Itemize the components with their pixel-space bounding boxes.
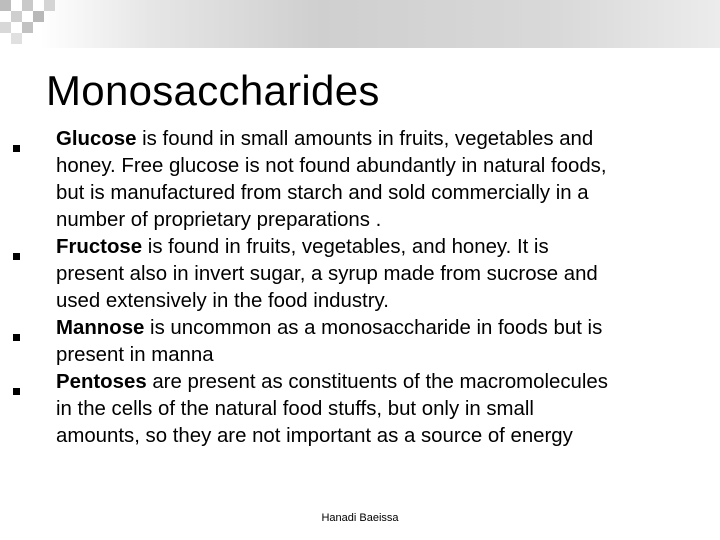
bullet-text: Pentoses are present as constituents of the macromolecules in the cells of the natural food stuffs, but only in small amounts, so they are not important as a source of energy: [56, 371, 608, 447]
bullet-term: Fructose: [56, 236, 143, 258]
square-bullet-icon: [13, 334, 20, 341]
bullet-term: Glucose: [56, 128, 137, 150]
slide-footer: Hanadi Baeissa: [321, 512, 399, 524]
checker-pattern-icon: [0, 0, 58, 48]
bullet-term: Pentoses: [56, 371, 147, 393]
square-bullet-icon: [13, 388, 20, 395]
square-bullet-icon: [13, 145, 20, 152]
top-decorative-band: [0, 0, 720, 48]
slide-title: Monosaccharides: [46, 67, 380, 114]
square-bullet-icon: [13, 253, 20, 260]
bullet-term: Mannose: [56, 317, 145, 339]
bullet-text: Mannose is uncommon as a monosaccharide in foods but is present in manna: [56, 317, 603, 366]
bullet-text: Glucose is found in small amounts in fruits, vegetables and honey. Free glucose is not found abundantly in natural foods, but is manufactured from starch and sold commercially in a number of proprietary preparations .: [56, 128, 607, 231]
bullet-text: Fructose is found in fruits, vegetables, and honey. It is present also in invert sugar, a syrup made from sucrose and used extensively in the food industry.: [56, 236, 598, 312]
